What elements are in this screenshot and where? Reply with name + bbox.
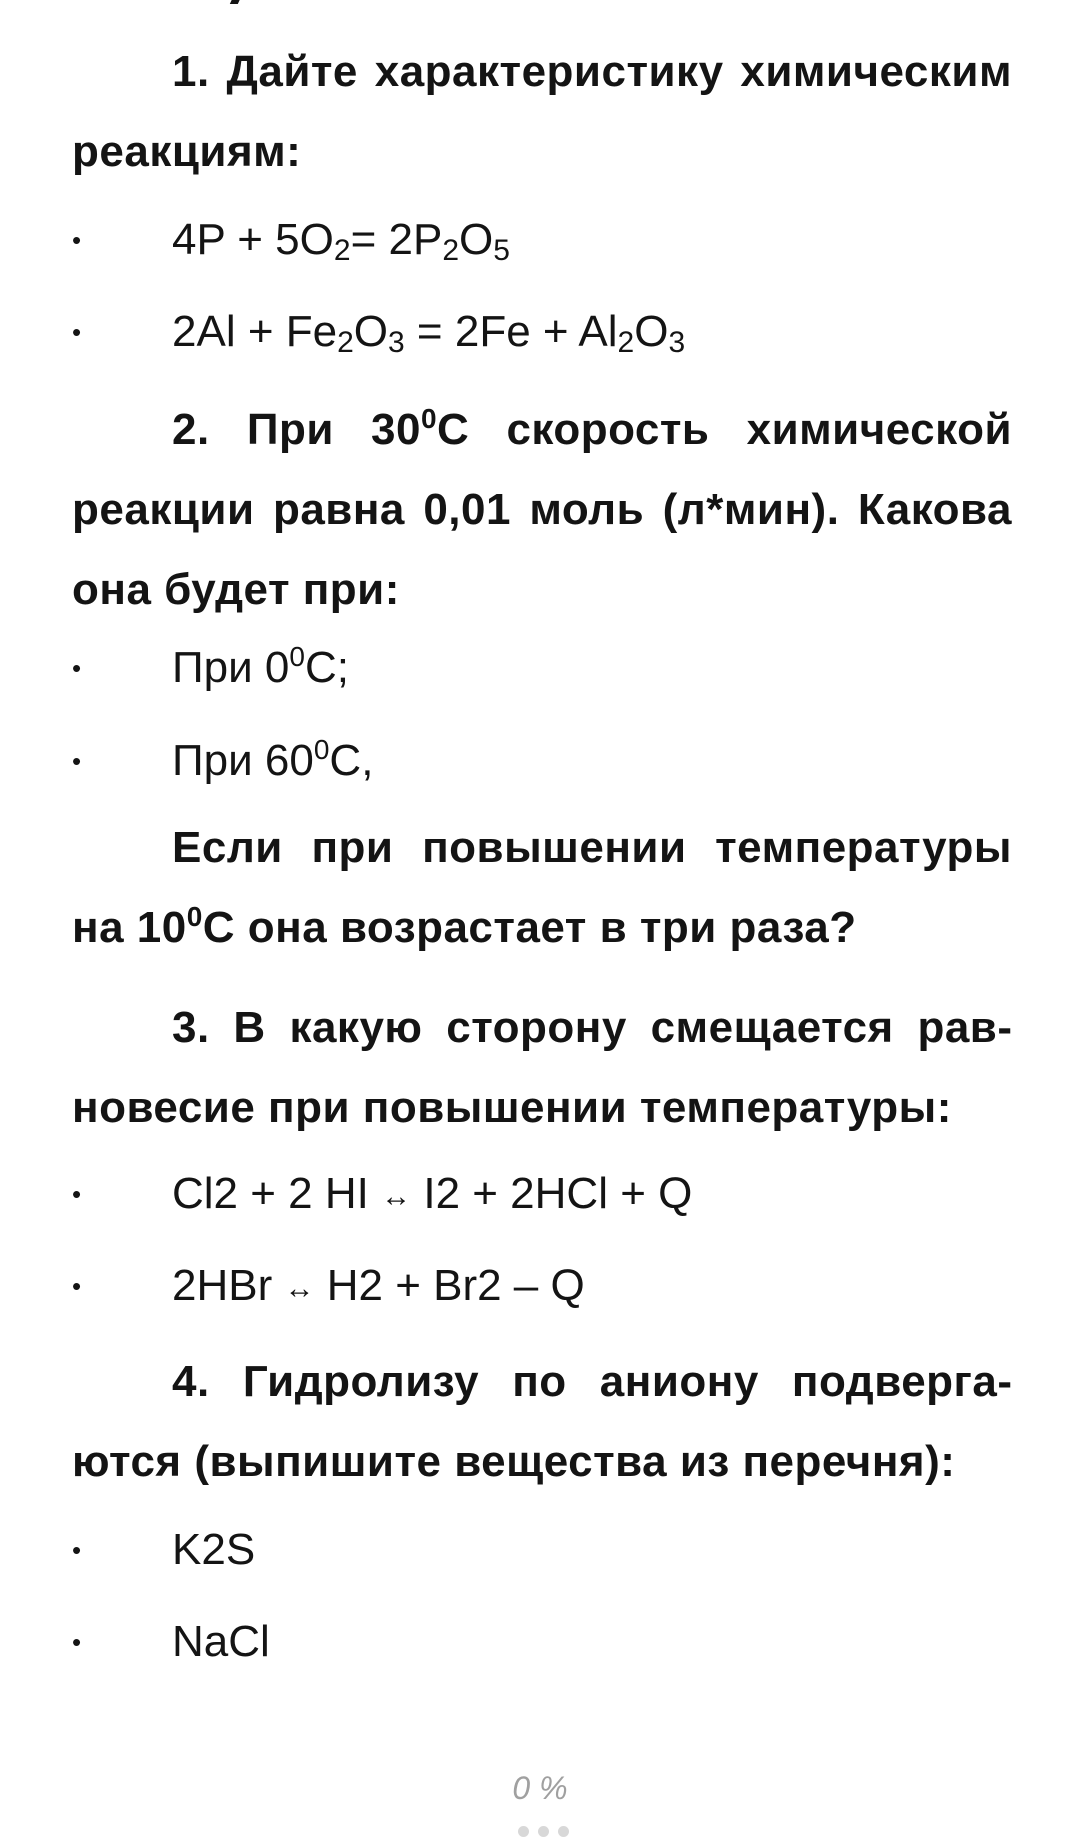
- question-2: 2. При $30^0C$ скорость химической реакции равна 0,01 моль (л*мин). Какова она будет при:: [72, 403, 1012, 614]
- dot: [518, 1826, 529, 1837]
- bullet: •: [72, 1627, 82, 1657]
- dot: [538, 1826, 549, 1837]
- bullet: •: [72, 317, 82, 347]
- cropped-glyph-fragment: [230, 0, 246, 4]
- equation: $4P + 5O_2= 2P_2O_5$: [172, 215, 510, 267]
- dot: [558, 1826, 569, 1837]
- double-arrow-icon: ↔: [381, 1180, 412, 1213]
- loading-dots-icon: [518, 1826, 578, 1838]
- double-arrow-icon: ↔: [284, 1272, 315, 1305]
- question-1: 1. Дайте характеристику химическим реакциям:: [72, 47, 1012, 176]
- bullet: •: [72, 1535, 82, 1565]
- equation: $2Al + Fe_2O_3 = 2Fe + Al_2O_3$: [172, 307, 686, 359]
- condition: При $0^0C$;: [172, 641, 349, 692]
- equilibrium-equation: Cl2 + 2 HI ↔ I2 + 2HCl + Q: [172, 1169, 693, 1218]
- bullet: •: [72, 653, 82, 683]
- question-4: 4. Гидролизу по аниону подвергаются (выпишите вещества из перечня):: [72, 1357, 1012, 1486]
- condition: При $60^0C$,: [172, 734, 374, 785]
- bullet: •: [72, 225, 82, 255]
- substance: K2S: [172, 1525, 256, 1574]
- bullet: •: [72, 1179, 82, 1209]
- question-2-followup: Если при повышении температуры на $10^0C$ она возрастает в три раза?: [72, 823, 1012, 952]
- progress-percentage: 0 %: [512, 1770, 568, 1806]
- bullet: •: [72, 746, 82, 776]
- bullet: •: [72, 1271, 82, 1301]
- substance: NaCl: [172, 1617, 270, 1666]
- question-3: 3. В какую сторону смещается равновесие при повышении температуры:: [72, 1003, 1012, 1132]
- equilibrium-equation: 2HBr ↔ H2 + Br2 – Q: [172, 1261, 585, 1310]
